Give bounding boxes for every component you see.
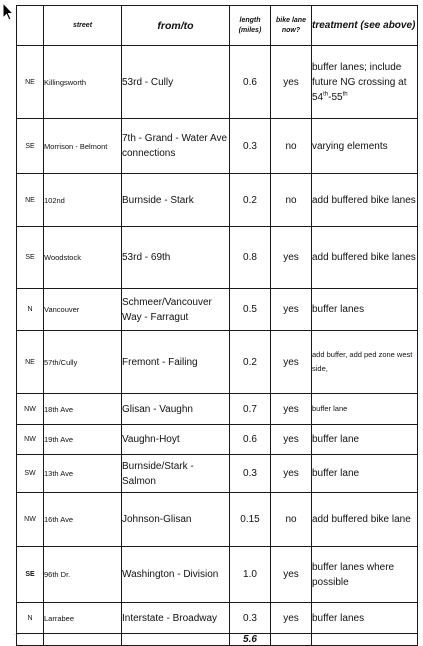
- table-row: [17, 603, 418, 634]
- row-street: Killingsworth: [44, 46, 122, 119]
- row-dir: SE: [17, 547, 44, 603]
- row-fromto: 53rd - 69th: [122, 227, 230, 289]
- row-treatment: buffer lane: [312, 455, 418, 493]
- row-dir: NE: [17, 46, 44, 119]
- row-dir: NE: [17, 331, 44, 394]
- row-length: 0.6: [230, 425, 271, 455]
- header-dir: [17, 6, 44, 46]
- row-street: 96th Dr.: [44, 547, 122, 603]
- row-street: Woodstock: [44, 227, 122, 289]
- row-bike-lane: yes: [271, 46, 312, 119]
- mouse-cursor-icon: [2, 2, 16, 22]
- row-street: 102nd: [44, 174, 122, 227]
- row-fromto: Burnside - Stark: [122, 174, 230, 227]
- row-length: 0.5: [230, 289, 271, 331]
- table-row: [17, 174, 418, 227]
- total-length: 5.6: [230, 634, 271, 646]
- row-dir: NW: [17, 394, 44, 425]
- row-treatment: add buffered bike lanes: [312, 227, 418, 289]
- row-fromto: Vaughn-Hoyt: [122, 425, 230, 455]
- row-bike-lane: yes: [271, 547, 312, 603]
- row-dir: SW: [17, 455, 44, 493]
- header-treatment: treatment (see above): [312, 6, 418, 46]
- row-length: 0.2: [230, 331, 271, 394]
- row-bike-lane: yes: [271, 394, 312, 425]
- row-bike-lane: yes: [271, 331, 312, 394]
- row-dir: N: [17, 289, 44, 331]
- row-length: 0.2: [230, 174, 271, 227]
- row-street: 19th Ave: [44, 425, 122, 455]
- row-treatment: buffer lane: [312, 425, 418, 455]
- row-dir: SE: [17, 119, 44, 174]
- row-bike-lane: no: [271, 119, 312, 174]
- row-treatment: add buffered bike lanes: [312, 174, 418, 227]
- table-row: [17, 227, 418, 289]
- row-fromto: Fremont - Failing: [122, 331, 230, 394]
- row-bike-lane: yes: [271, 227, 312, 289]
- row-street: 18th Ave: [44, 394, 122, 425]
- row-street: Vancouver: [44, 289, 122, 331]
- row-length: 0.3: [230, 603, 271, 634]
- row-length: 0.8: [230, 227, 271, 289]
- table-row: [17, 425, 418, 455]
- row-length: 1.0: [230, 547, 271, 603]
- row-bike-lane: yes: [271, 289, 312, 331]
- row-treatment: buffer lanes; include future NG crossing at 54th-55th: [312, 46, 418, 119]
- row-length: 0.6: [230, 46, 271, 119]
- row-length: 0.3: [230, 455, 271, 493]
- row-street: 16th Ave: [44, 493, 122, 547]
- header-street: street: [44, 6, 122, 46]
- row-treatment: buffer lanes: [312, 603, 418, 634]
- table-row: [17, 455, 418, 493]
- row-length: 0.7: [230, 394, 271, 425]
- row-dir: NE: [17, 174, 44, 227]
- row-street: 13th Ave: [44, 455, 122, 493]
- row-bike-lane: no: [271, 493, 312, 547]
- row-fromto: Schmeer/Vancouver Way - Farragut: [122, 289, 230, 331]
- header-row: [17, 6, 418, 46]
- row-fromto: 53rd - Cully: [122, 46, 230, 119]
- row-fromto: Washington - Division: [122, 547, 230, 603]
- header-fromto: from/to: [122, 6, 230, 46]
- row-dir: N: [17, 603, 44, 634]
- bike-lane-table: [16, 5, 418, 646]
- table-row: [17, 331, 418, 394]
- row-bike-lane: no: [271, 174, 312, 227]
- row-dir: SE: [17, 227, 44, 289]
- table-row: [17, 119, 418, 174]
- row-treatment: add buffer, add ped zone west side,: [312, 331, 418, 394]
- header-bike-lane-now: bike lane now?: [271, 6, 312, 46]
- row-treatment: buffer lanes: [312, 289, 418, 331]
- row-treatment: varying elements: [312, 119, 418, 174]
- header-length: length (miles): [230, 6, 271, 46]
- table-row: [17, 493, 418, 547]
- row-length: 0.15: [230, 493, 271, 547]
- row-treatment: buffer lanes where possible: [312, 547, 418, 603]
- row-fromto: Glisan - Vaughn: [122, 394, 230, 425]
- row-street: 57th/Cully: [44, 331, 122, 394]
- row-dir: NW: [17, 493, 44, 547]
- row-fromto: Interstate - Broadway: [122, 603, 230, 634]
- row-fromto: 7th - Grand - Water Ave connections: [122, 119, 230, 174]
- table-row: [17, 289, 418, 331]
- row-bike-lane: yes: [271, 455, 312, 493]
- row-street: Morrison - Belmont: [44, 119, 122, 174]
- row-street: Larrabee: [44, 603, 122, 634]
- table-row: [17, 547, 418, 603]
- table-row: [17, 46, 418, 119]
- row-dir: NW: [17, 425, 44, 455]
- footer-dots: ...: [13, 630, 19, 637]
- row-fromto: Johnson-Glisan: [122, 493, 230, 547]
- row-fromto: Burnside/Stark - Salmon: [122, 455, 230, 493]
- row-length: 0.3: [230, 119, 271, 174]
- row-treatment: add buffered bike lane: [312, 493, 418, 547]
- row-treatment: buffer lane: [312, 394, 418, 425]
- row-bike-lane: yes: [271, 425, 312, 455]
- table-row: [17, 394, 418, 425]
- row-bike-lane: yes: [271, 603, 312, 634]
